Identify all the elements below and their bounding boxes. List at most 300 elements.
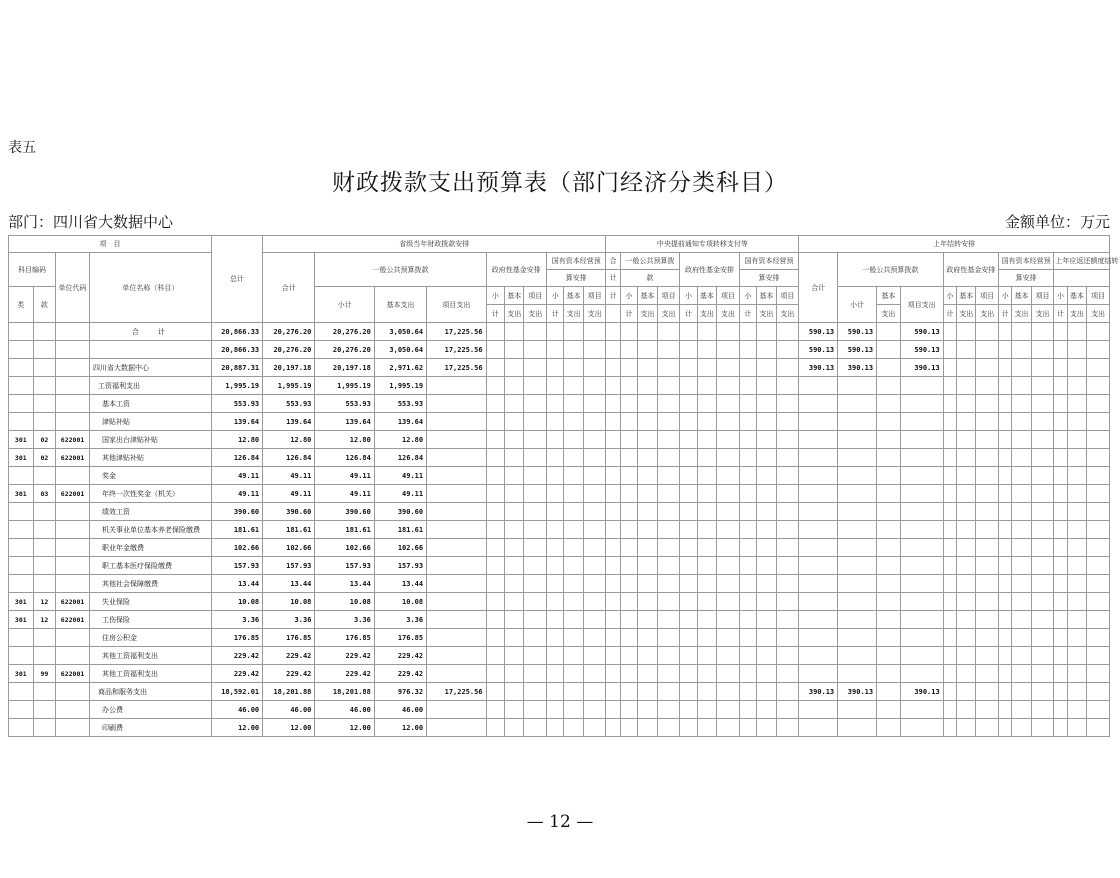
cell-empty xyxy=(1012,629,1031,647)
cell-empty xyxy=(583,377,606,395)
cell-unit-name: 工伤保险 xyxy=(89,611,211,629)
cell-empty xyxy=(680,665,697,683)
cell-empty xyxy=(564,665,583,683)
cell-empty xyxy=(976,629,999,647)
cell-general-project xyxy=(427,467,486,485)
cell-provincial-heji: 49.11 xyxy=(263,485,315,503)
cell-empty xyxy=(757,683,776,701)
cell-total: 20,866.33 xyxy=(211,323,262,341)
cell-empty xyxy=(999,395,1012,413)
table-header xyxy=(9,236,1119,323)
cell-empty xyxy=(504,557,523,575)
cell-empty xyxy=(757,665,776,683)
header-basic-1: 基本 xyxy=(638,287,657,305)
cell-empty xyxy=(697,521,716,539)
table-number-label: 表五 xyxy=(8,140,36,156)
cell-empty xyxy=(680,359,697,377)
cell-empty xyxy=(1067,503,1086,521)
cell-lei: 301 xyxy=(9,449,34,467)
cell-empty xyxy=(1031,539,1054,557)
cell-total: 553.93 xyxy=(211,395,262,413)
cell-empty xyxy=(524,341,547,359)
cell-empty xyxy=(1012,431,1031,449)
cell-total: 46.00 xyxy=(211,701,262,719)
table-row xyxy=(9,377,1110,395)
cell-general-basic: 181.61 xyxy=(374,521,426,539)
table-row xyxy=(9,395,1110,413)
cell-empty xyxy=(606,629,620,647)
cell-general-basic: 139.64 xyxy=(374,413,426,431)
cell-empty xyxy=(1054,449,1067,467)
cell-empty xyxy=(739,539,756,557)
cell-last-year-basic xyxy=(877,449,901,467)
cell-last-year-basic xyxy=(877,341,901,359)
cell-empty xyxy=(564,449,583,467)
cell-empty xyxy=(739,341,756,359)
header-basic-1: 基本 xyxy=(957,287,976,305)
cell-lei xyxy=(9,413,34,431)
cell-unit-code xyxy=(56,701,90,719)
cell-empty xyxy=(1012,503,1031,521)
cell-empty xyxy=(564,521,583,539)
cell-unit-code xyxy=(56,377,90,395)
cell-empty xyxy=(999,719,1012,737)
cell-last-year-project xyxy=(900,701,943,719)
cell-empty xyxy=(680,377,697,395)
cell-last-year-heji xyxy=(799,557,838,575)
cell-empty xyxy=(739,413,756,431)
cell-empty xyxy=(943,377,956,395)
cell-empty xyxy=(657,323,680,341)
cell-empty xyxy=(943,503,956,521)
cell-empty xyxy=(680,521,697,539)
cell-empty xyxy=(957,593,976,611)
cell-empty xyxy=(1031,467,1054,485)
cell-empty xyxy=(547,341,564,359)
cell-empty xyxy=(957,647,976,665)
cell-total: 1,995.19 xyxy=(211,377,262,395)
cell-empty xyxy=(620,485,637,503)
cell-provincial-heji: 181.61 xyxy=(263,521,315,539)
cell-empty xyxy=(697,413,716,431)
cell-total: 157.93 xyxy=(211,557,262,575)
cell-unit-code xyxy=(56,323,90,341)
cell-kuan xyxy=(33,359,56,377)
cell-last-year-project xyxy=(900,557,943,575)
cell-last-year-basic xyxy=(877,539,901,557)
cell-empty xyxy=(1067,611,1086,629)
cell-unit-code xyxy=(56,575,90,593)
cell-empty xyxy=(583,323,606,341)
cell-empty xyxy=(999,431,1012,449)
cell-last-year-subtotal xyxy=(838,377,877,395)
cell-general-basic: 1,995.19 xyxy=(374,377,426,395)
cell-empty xyxy=(680,485,697,503)
cell-empty xyxy=(717,701,740,719)
cell-empty xyxy=(1012,341,1031,359)
cell-provincial-heji: 102.66 xyxy=(263,539,315,557)
cell-empty xyxy=(606,323,620,341)
cell-empty xyxy=(486,521,504,539)
cell-empty xyxy=(564,377,583,395)
cell-last-year-subtotal xyxy=(838,701,877,719)
cell-empty xyxy=(1054,323,1067,341)
cell-kuan: 03 xyxy=(33,485,56,503)
cell-empty xyxy=(1031,593,1054,611)
cell-unit-code xyxy=(56,683,90,701)
table-row xyxy=(9,593,1110,611)
header-proj-1: 项目 xyxy=(1087,287,1110,305)
cell-empty xyxy=(1067,719,1086,737)
cell-empty xyxy=(638,467,657,485)
cell-empty xyxy=(957,395,976,413)
cell-general-subtotal: 10.08 xyxy=(315,593,374,611)
cell-last-year-project: 590.13 xyxy=(900,323,943,341)
cell-empty xyxy=(657,413,680,431)
cell-general-subtotal: 3.36 xyxy=(315,611,374,629)
header-kuan: 款 xyxy=(33,287,56,323)
cell-empty xyxy=(1067,449,1086,467)
header-proj-1: 项目 xyxy=(717,287,740,305)
cell-empty xyxy=(1087,395,1110,413)
cell-total: 139.64 xyxy=(211,413,262,431)
cell-empty xyxy=(943,467,956,485)
header-basic-2: 支出 xyxy=(564,305,583,323)
cell-empty xyxy=(776,557,799,575)
cell-empty xyxy=(524,485,547,503)
cell-empty xyxy=(564,485,583,503)
header-small-2: 计 xyxy=(486,305,504,323)
cell-empty xyxy=(524,629,547,647)
cell-empty xyxy=(524,647,547,665)
cell-total: 102.66 xyxy=(211,539,262,557)
cell-lei xyxy=(9,521,34,539)
cell-empty xyxy=(1087,377,1110,395)
cell-empty xyxy=(657,359,680,377)
cell-last-year-heji: 390.13 xyxy=(799,359,838,377)
cell-empty xyxy=(957,683,976,701)
cell-empty xyxy=(1012,665,1031,683)
cell-empty xyxy=(547,431,564,449)
cell-empty xyxy=(976,485,999,503)
cell-lei xyxy=(9,359,34,377)
cell-empty xyxy=(606,557,620,575)
cell-last-year-project xyxy=(900,575,943,593)
cell-empty xyxy=(757,341,776,359)
cell-empty xyxy=(976,449,999,467)
cell-empty xyxy=(680,593,697,611)
header-prov-basic: 基本支出 xyxy=(374,287,426,323)
cell-last-year-heji xyxy=(799,539,838,557)
cell-empty xyxy=(620,521,637,539)
cell-empty xyxy=(697,593,716,611)
cell-unit-name: 其他社会保障缴费 xyxy=(89,575,211,593)
cell-empty xyxy=(1031,377,1054,395)
cell-empty xyxy=(1067,521,1086,539)
cell-total: 10.08 xyxy=(211,593,262,611)
cell-empty xyxy=(504,359,523,377)
header-proj-2: 支出 xyxy=(583,305,606,323)
cell-empty xyxy=(486,323,504,341)
cell-last-year-subtotal xyxy=(838,521,877,539)
cell-empty xyxy=(583,575,606,593)
cell-empty xyxy=(776,323,799,341)
cell-empty xyxy=(717,377,740,395)
cell-empty xyxy=(776,647,799,665)
cell-last-year-project: 590.13 xyxy=(900,341,943,359)
table-row xyxy=(9,503,1110,521)
cell-empty xyxy=(1087,665,1110,683)
cell-empty xyxy=(999,557,1012,575)
cell-empty xyxy=(620,395,637,413)
cell-empty xyxy=(486,503,504,521)
amount-unit-label: 金额单位：万元 xyxy=(1004,213,1110,231)
cell-provincial-heji: 20,197.18 xyxy=(263,359,315,377)
cell-empty xyxy=(1087,485,1110,503)
header-proj-1: 项目 xyxy=(976,287,999,305)
cell-empty xyxy=(620,683,637,701)
header-proj-1: 项目 xyxy=(776,287,799,305)
cell-general-basic: 3,050.64 xyxy=(374,341,426,359)
cell-empty xyxy=(524,593,547,611)
cell-empty xyxy=(638,611,657,629)
cell-empty xyxy=(776,701,799,719)
header-unit-name: 单位名称（科目） xyxy=(89,253,211,323)
cell-unit-code: 622001 xyxy=(56,611,90,629)
header-basic-1: 基本 xyxy=(1067,287,1086,305)
cell-empty xyxy=(504,413,523,431)
cell-empty xyxy=(583,647,606,665)
header-central-state-capital-1: 国有资本经营预 xyxy=(739,253,799,270)
cell-empty xyxy=(504,485,523,503)
cell-last-year-project xyxy=(900,521,943,539)
cell-empty xyxy=(1067,395,1086,413)
cell-empty xyxy=(547,539,564,557)
cell-empty xyxy=(547,467,564,485)
cell-last-year-subtotal xyxy=(838,575,877,593)
cell-empty xyxy=(486,485,504,503)
cell-empty xyxy=(757,467,776,485)
cell-empty xyxy=(524,611,547,629)
cell-lei: 301 xyxy=(9,593,34,611)
cell-empty xyxy=(697,647,716,665)
cell-empty xyxy=(976,539,999,557)
cell-empty xyxy=(606,719,620,737)
cell-empty xyxy=(999,467,1012,485)
cell-empty xyxy=(620,539,637,557)
cell-last-year-subtotal xyxy=(838,431,877,449)
cell-empty xyxy=(486,377,504,395)
cell-general-project xyxy=(427,449,486,467)
header-provincial-general: 一般公共预算拨款 xyxy=(315,253,486,287)
cell-empty xyxy=(976,359,999,377)
cell-empty xyxy=(739,377,756,395)
header-provincial-state-capital-1: 国有资本经营预 xyxy=(547,253,606,270)
cell-provincial-heji: 13.44 xyxy=(263,575,315,593)
cell-unit-code xyxy=(56,341,90,359)
cell-empty xyxy=(776,413,799,431)
cell-empty xyxy=(943,323,956,341)
cell-empty xyxy=(524,557,547,575)
header-proj-2: 支出 xyxy=(1087,305,1110,323)
cell-empty xyxy=(486,395,504,413)
cell-empty xyxy=(697,629,716,647)
header-unit-code: 单位代码 xyxy=(56,253,90,323)
cell-empty xyxy=(583,413,606,431)
cell-empty xyxy=(957,557,976,575)
header-central-state-capital-2: 算安排 xyxy=(739,270,799,287)
cell-last-year-subtotal xyxy=(838,539,877,557)
header-last-year: 上年结转安排 xyxy=(799,236,1110,253)
cell-last-year-subtotal xyxy=(838,467,877,485)
cell-empty xyxy=(504,575,523,593)
cell-empty xyxy=(657,719,680,737)
cell-total: 49.11 xyxy=(211,485,262,503)
cell-empty xyxy=(1087,719,1110,737)
cell-empty xyxy=(638,413,657,431)
cell-empty xyxy=(564,575,583,593)
cell-unit-code xyxy=(56,629,90,647)
cell-empty xyxy=(638,629,657,647)
cell-empty xyxy=(943,539,956,557)
cell-empty xyxy=(547,485,564,503)
cell-empty xyxy=(739,395,756,413)
cell-empty xyxy=(547,701,564,719)
cell-empty xyxy=(1087,341,1110,359)
cell-empty xyxy=(976,341,999,359)
cell-empty xyxy=(697,503,716,521)
cell-last-year-heji xyxy=(799,665,838,683)
cell-empty xyxy=(606,683,620,701)
cell-unit-name: 基本工资 xyxy=(89,395,211,413)
cell-last-year-basic xyxy=(877,395,901,413)
cell-last-year-heji xyxy=(799,647,838,665)
cell-empty xyxy=(564,719,583,737)
header-basic-1: 基本 xyxy=(1012,287,1031,305)
cell-empty xyxy=(957,521,976,539)
cell-empty xyxy=(717,665,740,683)
cell-provincial-heji: 390.60 xyxy=(263,503,315,521)
cell-last-year-basic xyxy=(877,431,901,449)
cell-empty xyxy=(1012,611,1031,629)
cell-empty xyxy=(1054,503,1067,521)
header-proj-2: 支出 xyxy=(776,305,799,323)
cell-general-subtotal: 12.80 xyxy=(315,431,374,449)
cell-last-year-project xyxy=(900,395,943,413)
cell-empty xyxy=(943,395,956,413)
cell-empty xyxy=(999,377,1012,395)
cell-empty xyxy=(657,341,680,359)
cell-empty xyxy=(524,413,547,431)
cell-empty xyxy=(1087,647,1110,665)
cell-empty xyxy=(504,395,523,413)
cell-empty xyxy=(943,431,956,449)
cell-empty xyxy=(504,647,523,665)
cell-empty xyxy=(504,503,523,521)
cell-empty xyxy=(657,503,680,521)
cell-general-basic: 12.00 xyxy=(374,719,426,737)
cell-empty xyxy=(657,593,680,611)
cell-empty xyxy=(943,611,956,629)
cell-empty xyxy=(757,611,776,629)
budget-table xyxy=(8,235,1119,737)
cell-unit-code xyxy=(56,557,90,575)
cell-empty xyxy=(657,431,680,449)
cell-empty xyxy=(524,683,547,701)
cell-empty xyxy=(943,413,956,431)
cell-last-year-project xyxy=(900,485,943,503)
cell-kuan xyxy=(33,467,56,485)
cell-empty xyxy=(606,521,620,539)
cell-empty xyxy=(564,611,583,629)
cell-last-year-project xyxy=(900,665,943,683)
cell-empty xyxy=(717,575,740,593)
table-row xyxy=(9,431,1110,449)
cell-empty xyxy=(1012,485,1031,503)
cell-empty xyxy=(486,341,504,359)
cell-unit-code xyxy=(56,413,90,431)
cell-general-project xyxy=(427,539,486,557)
cell-last-year-heji xyxy=(799,377,838,395)
header-proj-2: 支出 xyxy=(657,305,680,323)
cell-provincial-heji: 18,201.88 xyxy=(263,683,315,701)
cell-empty xyxy=(999,503,1012,521)
cell-empty xyxy=(1012,701,1031,719)
cell-empty xyxy=(957,449,976,467)
cell-empty xyxy=(717,593,740,611)
cell-general-basic: 46.00 xyxy=(374,701,426,719)
cell-unit-name: 印刷费 xyxy=(89,719,211,737)
cell-unit-code xyxy=(56,521,90,539)
cell-empty xyxy=(976,503,999,521)
cell-empty xyxy=(1067,665,1086,683)
cell-empty xyxy=(757,449,776,467)
cell-last-year-heji xyxy=(799,719,838,737)
table-body xyxy=(9,323,1110,737)
cell-last-year-basic xyxy=(877,575,901,593)
cell-empty xyxy=(1087,359,1110,377)
cell-empty xyxy=(697,719,716,737)
header-small-2: 计 xyxy=(739,305,756,323)
cell-last-year-heji xyxy=(799,395,838,413)
cell-general-basic: 13.44 xyxy=(374,575,426,593)
cell-empty xyxy=(957,485,976,503)
cell-kuan xyxy=(33,557,56,575)
header-central-heji-1: 合 xyxy=(606,253,620,270)
table-row xyxy=(9,629,1110,647)
cell-empty xyxy=(638,665,657,683)
cell-empty xyxy=(697,557,716,575)
cell-unit-code: 622001 xyxy=(56,485,90,503)
cell-general-basic: 3.36 xyxy=(374,611,426,629)
header-prov-project: 项目支出 xyxy=(427,287,486,323)
cell-empty xyxy=(976,467,999,485)
cell-empty xyxy=(717,341,740,359)
cell-empty xyxy=(757,503,776,521)
cell-empty xyxy=(1087,503,1110,521)
cell-kuan xyxy=(33,395,56,413)
cell-empty xyxy=(697,449,716,467)
cell-empty xyxy=(606,341,620,359)
cell-empty xyxy=(757,719,776,737)
cell-empty xyxy=(757,539,776,557)
cell-empty xyxy=(504,521,523,539)
cell-empty xyxy=(504,341,523,359)
cell-last-year-basic xyxy=(877,359,901,377)
cell-empty xyxy=(606,575,620,593)
cell-empty xyxy=(547,629,564,647)
cell-last-year-subtotal xyxy=(838,485,877,503)
